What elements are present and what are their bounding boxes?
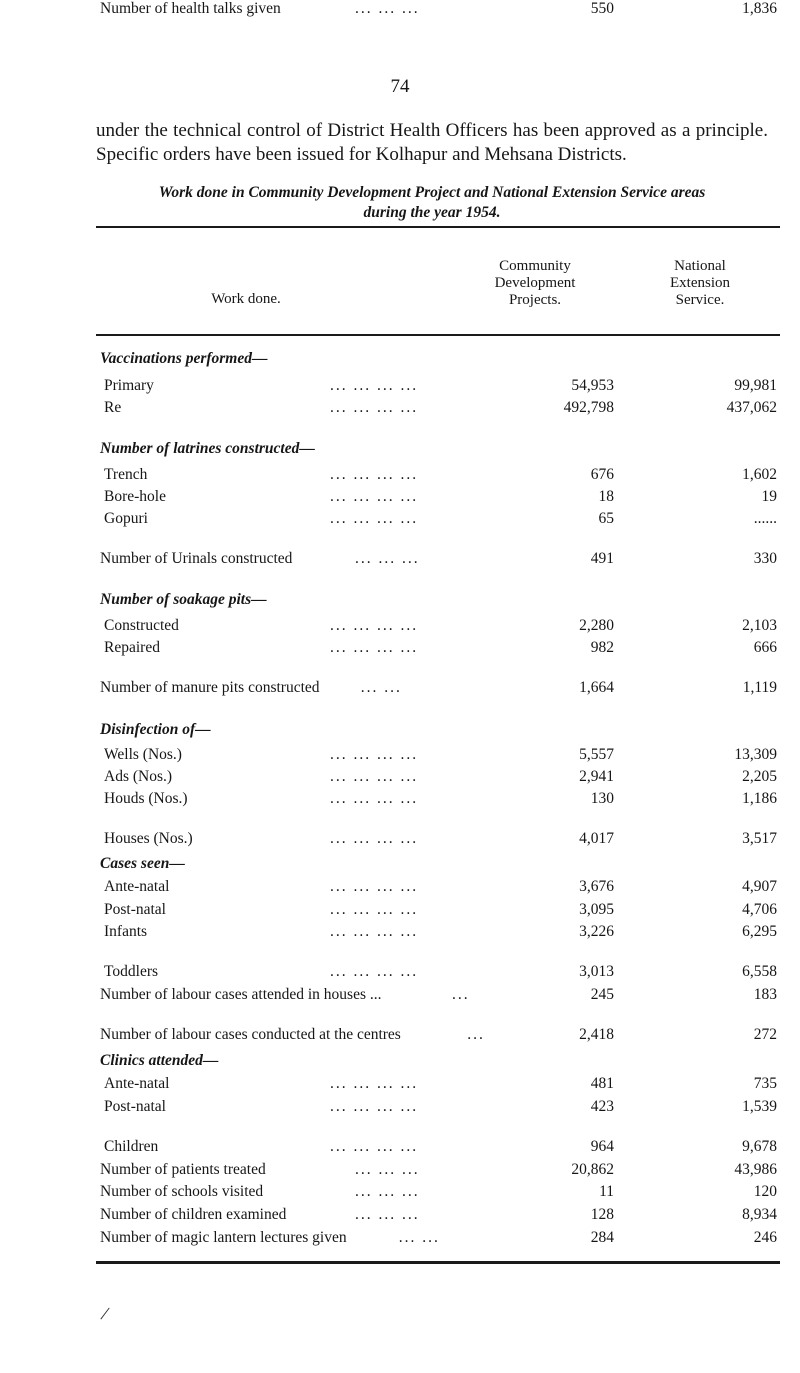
cell-national-extension: 19	[761, 488, 777, 505]
cell-community-development: 5,557	[579, 746, 614, 763]
cell-national-extension: 9,678	[742, 1138, 777, 1155]
row-label: Number of children examined	[100, 1206, 287, 1223]
row-label: Re	[104, 399, 122, 416]
row-label: Trench	[104, 466, 148, 483]
cell-national-extension: 272	[753, 1026, 777, 1043]
row-label: Toddlers	[104, 963, 159, 980]
table-row	[100, 679, 780, 697]
cell-community-development: 964	[590, 1138, 614, 1155]
leader-dots: ... ... ...	[355, 0, 420, 17]
leader-dots: ... ... ... ...	[330, 466, 419, 483]
row-label: Constructed	[104, 617, 179, 634]
cell-national-extension: ......	[753, 510, 777, 527]
table-row	[100, 830, 780, 848]
row-label: Number of labour cases attended in houses ...	[100, 986, 382, 1003]
cell-community-development: 3,013	[579, 963, 614, 980]
column-header-nes-line-3: Service.	[675, 292, 725, 308]
row-label: Houses (Nos.)	[104, 830, 193, 847]
cell-community-development: 65	[598, 510, 614, 527]
row-label: Number of Urinals constructed	[100, 550, 293, 567]
table-row	[100, 1098, 780, 1116]
page-number: 74	[390, 76, 410, 97]
table-row	[100, 1026, 780, 1044]
row-label: Number of patients treated	[100, 1161, 266, 1178]
cell-community-development: 492,798	[563, 399, 614, 416]
leader-dots: ... ... ...	[355, 550, 420, 567]
leader-dots: ... ... ... ...	[330, 963, 419, 980]
leader-dots: ... ... ...	[355, 1161, 420, 1178]
section-heading-row	[100, 440, 780, 458]
column-header-cdp-line-2: Development	[494, 275, 576, 291]
leader-dots: ... ... ... ...	[330, 1075, 419, 1092]
table-row	[100, 550, 780, 568]
cell-national-extension: 120	[753, 1183, 777, 1200]
cell-national-extension: 1,186	[742, 790, 777, 807]
cell-community-development: 20,862	[571, 1161, 614, 1178]
cell-community-development: 2,418	[579, 1026, 614, 1043]
cell-community-development: 284	[590, 1229, 614, 1246]
table-caption-line-2: during the year 1954.	[363, 204, 501, 221]
table-row	[100, 878, 780, 896]
column-header-cdp-line-3: Projects.	[508, 292, 562, 308]
row-label: Post-natal	[104, 901, 166, 918]
leader-dots: ... ... ... ...	[330, 830, 419, 847]
leader-dots: ... ... ... ...	[330, 746, 419, 763]
row-label: Children	[104, 1138, 159, 1155]
cell-community-development: 676	[590, 466, 614, 483]
column-header-nes-line-1: National	[674, 258, 726, 274]
section-heading: Vaccinations performed—	[100, 350, 268, 367]
leader-dots: ... ... ... ...	[330, 790, 419, 807]
cell-national-extension: 4,907	[742, 878, 777, 895]
leader-dots: ... ... ... ...	[330, 617, 419, 634]
leader-dots: ... ... ... ...	[330, 901, 419, 918]
cell-community-development: 3,226	[579, 923, 614, 940]
table-row	[100, 790, 780, 808]
leader-dots: ... ... ... ...	[330, 1098, 419, 1115]
cell-community-development: 3,095	[579, 901, 614, 918]
cell-community-development: 11	[599, 1183, 614, 1200]
cell-national-extension: 13,309	[734, 746, 777, 763]
row-label: Ante-natal	[104, 1075, 170, 1092]
row-label: Repaired	[104, 639, 160, 656]
row-label: Number of schools visited	[100, 1183, 264, 1200]
row-label: Ads (Nos.)	[104, 768, 173, 785]
table-caption-line-1: Work done in Community Development Project and National Extension Service areas	[158, 184, 706, 201]
table-row	[100, 1161, 780, 1179]
section-heading: Disinfection of—	[100, 721, 211, 738]
row-label: Number of manure pits constructed	[100, 679, 320, 696]
section-heading-row	[100, 721, 780, 739]
row-label: Number of labour cases conducted at the centres	[100, 1026, 401, 1043]
cell-community-development: 130	[590, 790, 614, 807]
table-row	[100, 639, 780, 657]
section-heading-row	[100, 350, 780, 368]
table-row	[100, 746, 780, 764]
column-header-work-done: Work done.	[211, 291, 281, 307]
leader-dots: ... ... ...	[355, 1183, 420, 1200]
cell-community-development: 54,953	[571, 377, 614, 394]
cell-community-development: 491	[590, 550, 614, 567]
row-label: Ante-natal	[104, 878, 170, 895]
section-heading: Cases seen—	[100, 855, 185, 872]
cell-community-development: 245	[590, 986, 614, 1003]
column-header-cdp-line-1: Community	[499, 258, 571, 274]
cell-national-extension: 4,706	[742, 901, 777, 918]
pen-mark: /	[98, 1302, 111, 1326]
cell-national-extension: 8,934	[742, 1206, 777, 1223]
table-row	[100, 377, 780, 395]
table-row	[100, 488, 780, 506]
row-label: Number of magic lantern lectures given	[100, 1229, 347, 1246]
cell-community-development: 4,017	[579, 830, 614, 847]
row-label: Houds (Nos.)	[104, 790, 188, 807]
leader-dots: ...	[452, 986, 470, 1003]
cell-community-development: 1,664	[579, 679, 614, 696]
intro-paragraph: under the technical control of District Health Officers has been approved as a principle. Specific orders have been issued for Kolhapur and Mehsana Districts.	[96, 120, 768, 165]
cell-national-extension: 2,103	[742, 617, 777, 634]
table-row	[100, 986, 780, 1004]
section-heading: Number of soakage pits—	[100, 591, 267, 608]
table-row	[100, 1206, 780, 1224]
leader-dots: ... ... ... ...	[330, 639, 419, 656]
cell-community-development: 982	[590, 639, 614, 656]
table-row	[100, 466, 780, 484]
cell-national-extension: 43,986	[734, 1161, 777, 1178]
cell-community-development: 128	[590, 1206, 614, 1223]
cell-national-extension: 437,062	[726, 399, 777, 416]
section-heading: Number of latrines constructed—	[100, 440, 315, 457]
cell-national-extension: 666	[753, 639, 777, 656]
row-label: Post-natal	[104, 1098, 166, 1115]
leader-dots: ... ...	[398, 1229, 440, 1246]
leader-dots: ... ... ...	[355, 1206, 420, 1223]
leader-dots: ... ... ... ...	[330, 768, 419, 785]
row-label: Primary	[104, 377, 154, 394]
cell-community-development: 3,676	[579, 878, 614, 895]
table-row	[100, 0, 780, 18]
cell-community-development: 18	[598, 488, 614, 505]
cell-national-extension: 6,558	[742, 963, 777, 980]
table-bottom-rule	[96, 1261, 780, 1264]
section-heading: Clinics attended—	[100, 1052, 219, 1069]
table-row	[100, 617, 780, 635]
cell-national-extension: 1,602	[742, 466, 777, 483]
cell-national-extension: 1,119	[742, 679, 777, 696]
row-label: Bore-hole	[104, 488, 166, 505]
row-label: Gopuri	[104, 510, 148, 527]
row-label: Infants	[104, 923, 148, 940]
cell-national-extension: 735	[753, 1075, 777, 1092]
cell-national-extension: 2,205	[742, 768, 777, 785]
table-row	[100, 923, 780, 941]
cell-national-extension: 6,295	[742, 923, 777, 940]
table-row	[100, 1075, 780, 1093]
cell-national-extension: 183	[753, 986, 777, 1003]
leader-dots: ... ... ... ...	[330, 923, 419, 940]
cell-national-extension: 1,539	[742, 1098, 777, 1115]
table-row	[100, 963, 780, 981]
cell-national-extension: 246	[753, 1229, 777, 1246]
section-heading-row	[100, 591, 780, 609]
row-label: Wells (Nos.)	[104, 746, 182, 763]
row-label: Number of health talks given	[100, 0, 281, 17]
table-row	[100, 1138, 780, 1156]
cell-national-extension: 330	[753, 550, 777, 567]
table-row	[100, 510, 780, 528]
cell-community-development: 550	[590, 0, 614, 17]
table-row	[100, 1183, 780, 1201]
table-row	[100, 768, 780, 786]
table-row	[100, 901, 780, 919]
leader-dots: ... ... ... ...	[330, 488, 419, 505]
column-header-nes-line-2: Extension	[670, 275, 730, 291]
leader-dots: ... ...	[360, 679, 402, 696]
table-row	[100, 1229, 780, 1247]
cell-community-development: 481	[590, 1075, 614, 1092]
table-row	[100, 399, 780, 417]
leader-dots: ...	[467, 1026, 485, 1043]
leader-dots: ... ... ... ...	[330, 510, 419, 527]
cell-national-extension: 99,981	[734, 377, 777, 394]
section-heading-row	[100, 855, 780, 873]
leader-dots: ... ... ... ...	[330, 878, 419, 895]
leader-dots: ... ... ... ...	[330, 1138, 419, 1155]
leader-dots: ... ... ... ...	[330, 399, 419, 416]
cell-national-extension: 1,836	[742, 0, 777, 17]
leader-dots: ... ... ... ...	[330, 377, 419, 394]
cell-community-development: 2,941	[579, 768, 614, 785]
section-heading-row	[100, 1052, 780, 1070]
cell-national-extension: 3,517	[742, 830, 777, 847]
cell-community-development: 2,280	[579, 617, 614, 634]
cell-community-development: 423	[590, 1098, 614, 1115]
